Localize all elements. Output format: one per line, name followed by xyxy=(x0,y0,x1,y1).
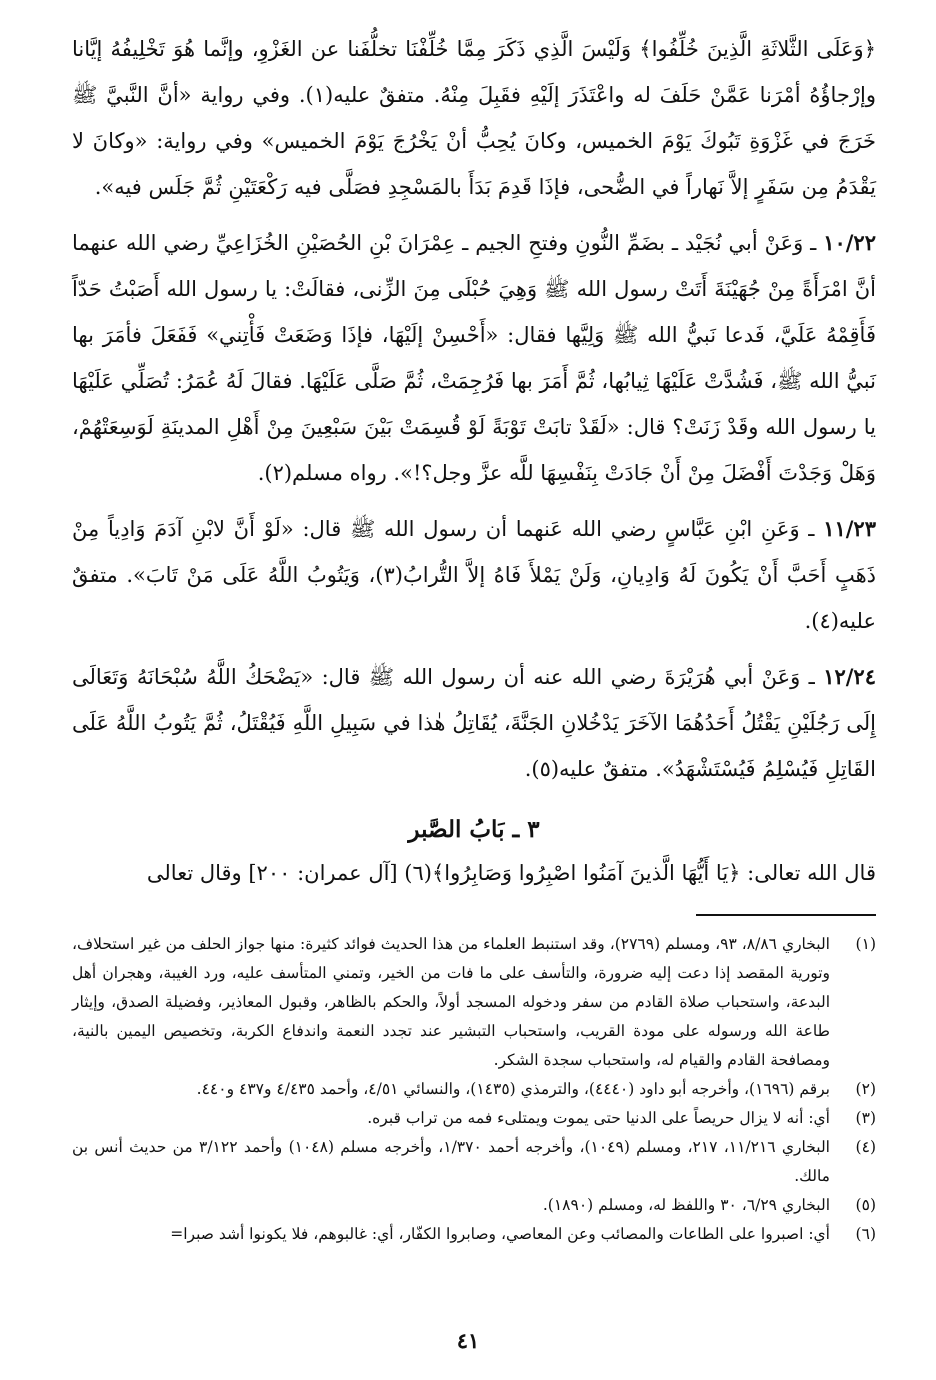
hadith-23 xyxy=(72,506,876,644)
footnote-number: (٣) xyxy=(855,1109,876,1127)
main-text xyxy=(72,26,876,896)
footnote-4 xyxy=(72,1133,876,1191)
chapter-title: ٣ ـ بَابُ الصَّبر xyxy=(408,816,540,843)
footnote-text: برقم (١٦٩٦)، وأخرجه أبو داود (٤٤٤٠)، والترمذي (١٤٣٥)، والنسائي ٤/٥١، وأحمد ٤/٤٣٥ و٤٣٧ و٤٤٠. xyxy=(196,1080,830,1098)
page-number: ٤١ xyxy=(456,1328,480,1353)
footnote-number: (٦) xyxy=(855,1225,876,1243)
chapter-intro: قال الله تعالى: ﴿يَا أَيُّهَا الَّذينَ آمَنُوا اصْبِرُوا وَصَابِرُوا﴾(٦) [آل عمران: ٢٠٠] وقال تعالى xyxy=(146,861,876,885)
hadith-text: ـ وَعَنِ ابْنِ عَبَّاسٍ رضي الله عَنهما أن رسول الله ﷺ قال: «لَوْ أَنَّ لابْنِ آدَمَ وَادِياً مِنْ ذَهَبٍ أَحَبَّ أَنْ يَكُونَ لَهُ وَادِيانِ، وَلَنْ يَمْلأَ فَاهُ إلاَّ التُّرابُ(٣)، وَيَتُوبُ اللَّهُ عَلَى مَنْ تَابَ». متفقٌ عليه(٤). xyxy=(72,517,876,633)
footnote-1 xyxy=(72,930,876,1075)
footnote-text: أي: اصبروا على الطاعات والمصائب وعن المعاصي، وصابروا الكفّار، أي: غالبوهم، فلا يكونوا أشد صبرا= xyxy=(170,1225,830,1243)
hadith-text: ـ وَعَنْ أبي هُرَيْرَةَ رضي الله عنه أن رسول الله ﷺ قال: «يَضْحَكُ اللَّهُ سُبْحَانَهُ وَتَعَالَى إِلَى رَجُلَيْنِ يَقْتُلُ أَحَدُهُمَا الآخَرَ يَدْخُلانِ الجَنَّةَ، يُقَاتِلُ هٰذا في سَبِيلِ اللَّهِ فَيُقْتَلُ، ثُمَّ يَتُوبُ اللَّهُ عَلَى القَاتِلِ فَيُسْلِمُ فَيُسْتَشْهَدُ». متفقٌ عليه(٥). xyxy=(72,665,876,781)
footnote-2 xyxy=(72,1075,876,1104)
footnote-text: البخاري ٦/٢٩، ٣٠ واللفظ له، ومسلم (١٨٩٠). xyxy=(542,1196,830,1214)
hadith-number: ١٢/٢٤ xyxy=(823,664,876,689)
footnote-text: البخاري ١١/٢١٦، ٢١٧، ومسلم (١٠٤٩)، وأخرجه أحمد ١/٣٧٠، وأخرجه مسلم (١٠٤٨) وأحمد ٣/١٢٢ من حديث أنس بن مالك. xyxy=(72,1138,830,1185)
footnote-6 xyxy=(72,1220,876,1249)
hadith-22 xyxy=(72,220,876,496)
hadith-number: ١١/٢٣ xyxy=(823,516,876,541)
footnote-number: (٤) xyxy=(855,1138,876,1156)
hadith-number: ١٠/٢٢ xyxy=(823,230,876,255)
footnote-divider xyxy=(696,914,876,916)
footnote-text: أي: أنه لا يزال حريصاً على الدنيا حتى يموت ويمتلىء فمه من تراب قبره. xyxy=(367,1109,830,1127)
hadith-continuation: ﴿وَعَلَى الثَّلاثَةِ الَّذِينَ خُلِّفُوا﴾ وَلَيْسَ الَّذِي ذَكَرَ مِمَّا خُلِّفْنَا تخلُّفَنا عن الغَزْوِ، وإنَّما هُوَ تَخْلِيفُهُ إيَّانا وإرْجاؤُهُ أمْرَنا عَمَّنْ حَلَفَ له واعْتَذَرَ إلَيْهِ فقَبِلَ مِنْهُ. متفقٌ عليه(١). وفي رواية «أنَّ النَّبيَّ ﷺ خَرَجَ في غَزْوَةِ تَبُوكَ يَوْمَ الخميس، وكانَ يُحِبُّ أنْ يَخْرُجَ يَوْمَ الخميس» وفي رواية: «وكانَ لا يَقْدَمُ مِن سَفَرٍ إلاَّ نَهاراً في الضُّحى، فإذَا قَدِمَ بَدَأَ بالمَسْجِدِ فصَلَّى فيه رَكْعَتَيْنِ ثُمَّ جَلَس فيه». xyxy=(72,37,877,199)
footnote-number: (٥) xyxy=(855,1196,876,1214)
footnote-3 xyxy=(72,1104,876,1133)
footnote-5 xyxy=(72,1191,876,1220)
footnote-number: (١) xyxy=(855,935,876,953)
hadith-text: ـ وَعَنْ أبي نُجَيْد ـ بضَمِّ النُّونِ وفتحِ الجيم ـ عِمْرَانَ بْنِ الحُصَيْنِ الخُزَاعِيِّ رضي الله عنهما أنَّ امْرَأَةً مِنْ جُهَيْنَةَ أَتَتْ رسول الله ﷺ وَهِيَ حُبْلَى مِنَ الزِّنى، فقالَتْ: يا رسول الله أَصَبْتُ حَدّاً فَأَقِمْهُ عَلَيَّ، فَدعا نَبيُّ الله ﷺ وَلِيَّها فقال: «أَحْسِنْ إلَيْهَا، فإذَا وَضَعَتْ فَأْتِني» فَفَعَلَ فأمَرَ بها نَبيُّ الله ﷺ، فَشُدَّتْ عَلَيْهَا ثِيابُها، ثُمَّ أَمَرَ بها فَرُجِمَتْ، ثُمَّ صَلَّى عَلَيْهَا. فقالَ لَهُ عُمَرُ: تُصَلِّي عَلَيْهَا يا رسول الله وقَدْ زَنَتْ؟ قال: «لَقَدْ تابَتْ تَوْبَةً لَوْ قُسِمَتْ بَيْنَ سَبْعِينَ مِنْ أَهْلِ المدينَةِ لَوَسِعَتْهُمْ، وَهَلْ وَجَدْتَ أَفْضَلَ مِنْ أَنْ جَادَتْ بِنَفْسِهَا للَّه عزَّ وجل؟!». رواه مسلم(٢). xyxy=(72,231,876,485)
hadith-24 xyxy=(72,654,876,792)
footnote-text: البخاري ٨/٨٦، ٩٣، ومسلم (٢٧٦٩)، وقد استنبط العلماء من هذا الحديث فوائد كثيرة: منها جواز الحلف من غير استحلاف، وتورية المقصد إذا دعت إليه ضرورة، والتأسف على ما فات من الخير، وتمني المتأسف عليه، ورد الغيبة، وهجران أهل البدعة، واستحباب صلاة القادم من سفر ودخوله المسجد أولاً، والحكم بالظاهر، وقبول المعاذير، وفضيلة الصدق، وإيثار طاعة الله ورسوله على مودة القريب، واستحباب التبشير عند تجدد النعمة واندفاع الكربة، وتخصيص اليمين بالنية، ومصافحة القادم والقيام له، واستحباب سجدة الشكر. xyxy=(72,935,830,1069)
footnote-number: (٢) xyxy=(855,1080,876,1098)
footnotes xyxy=(72,930,876,1249)
